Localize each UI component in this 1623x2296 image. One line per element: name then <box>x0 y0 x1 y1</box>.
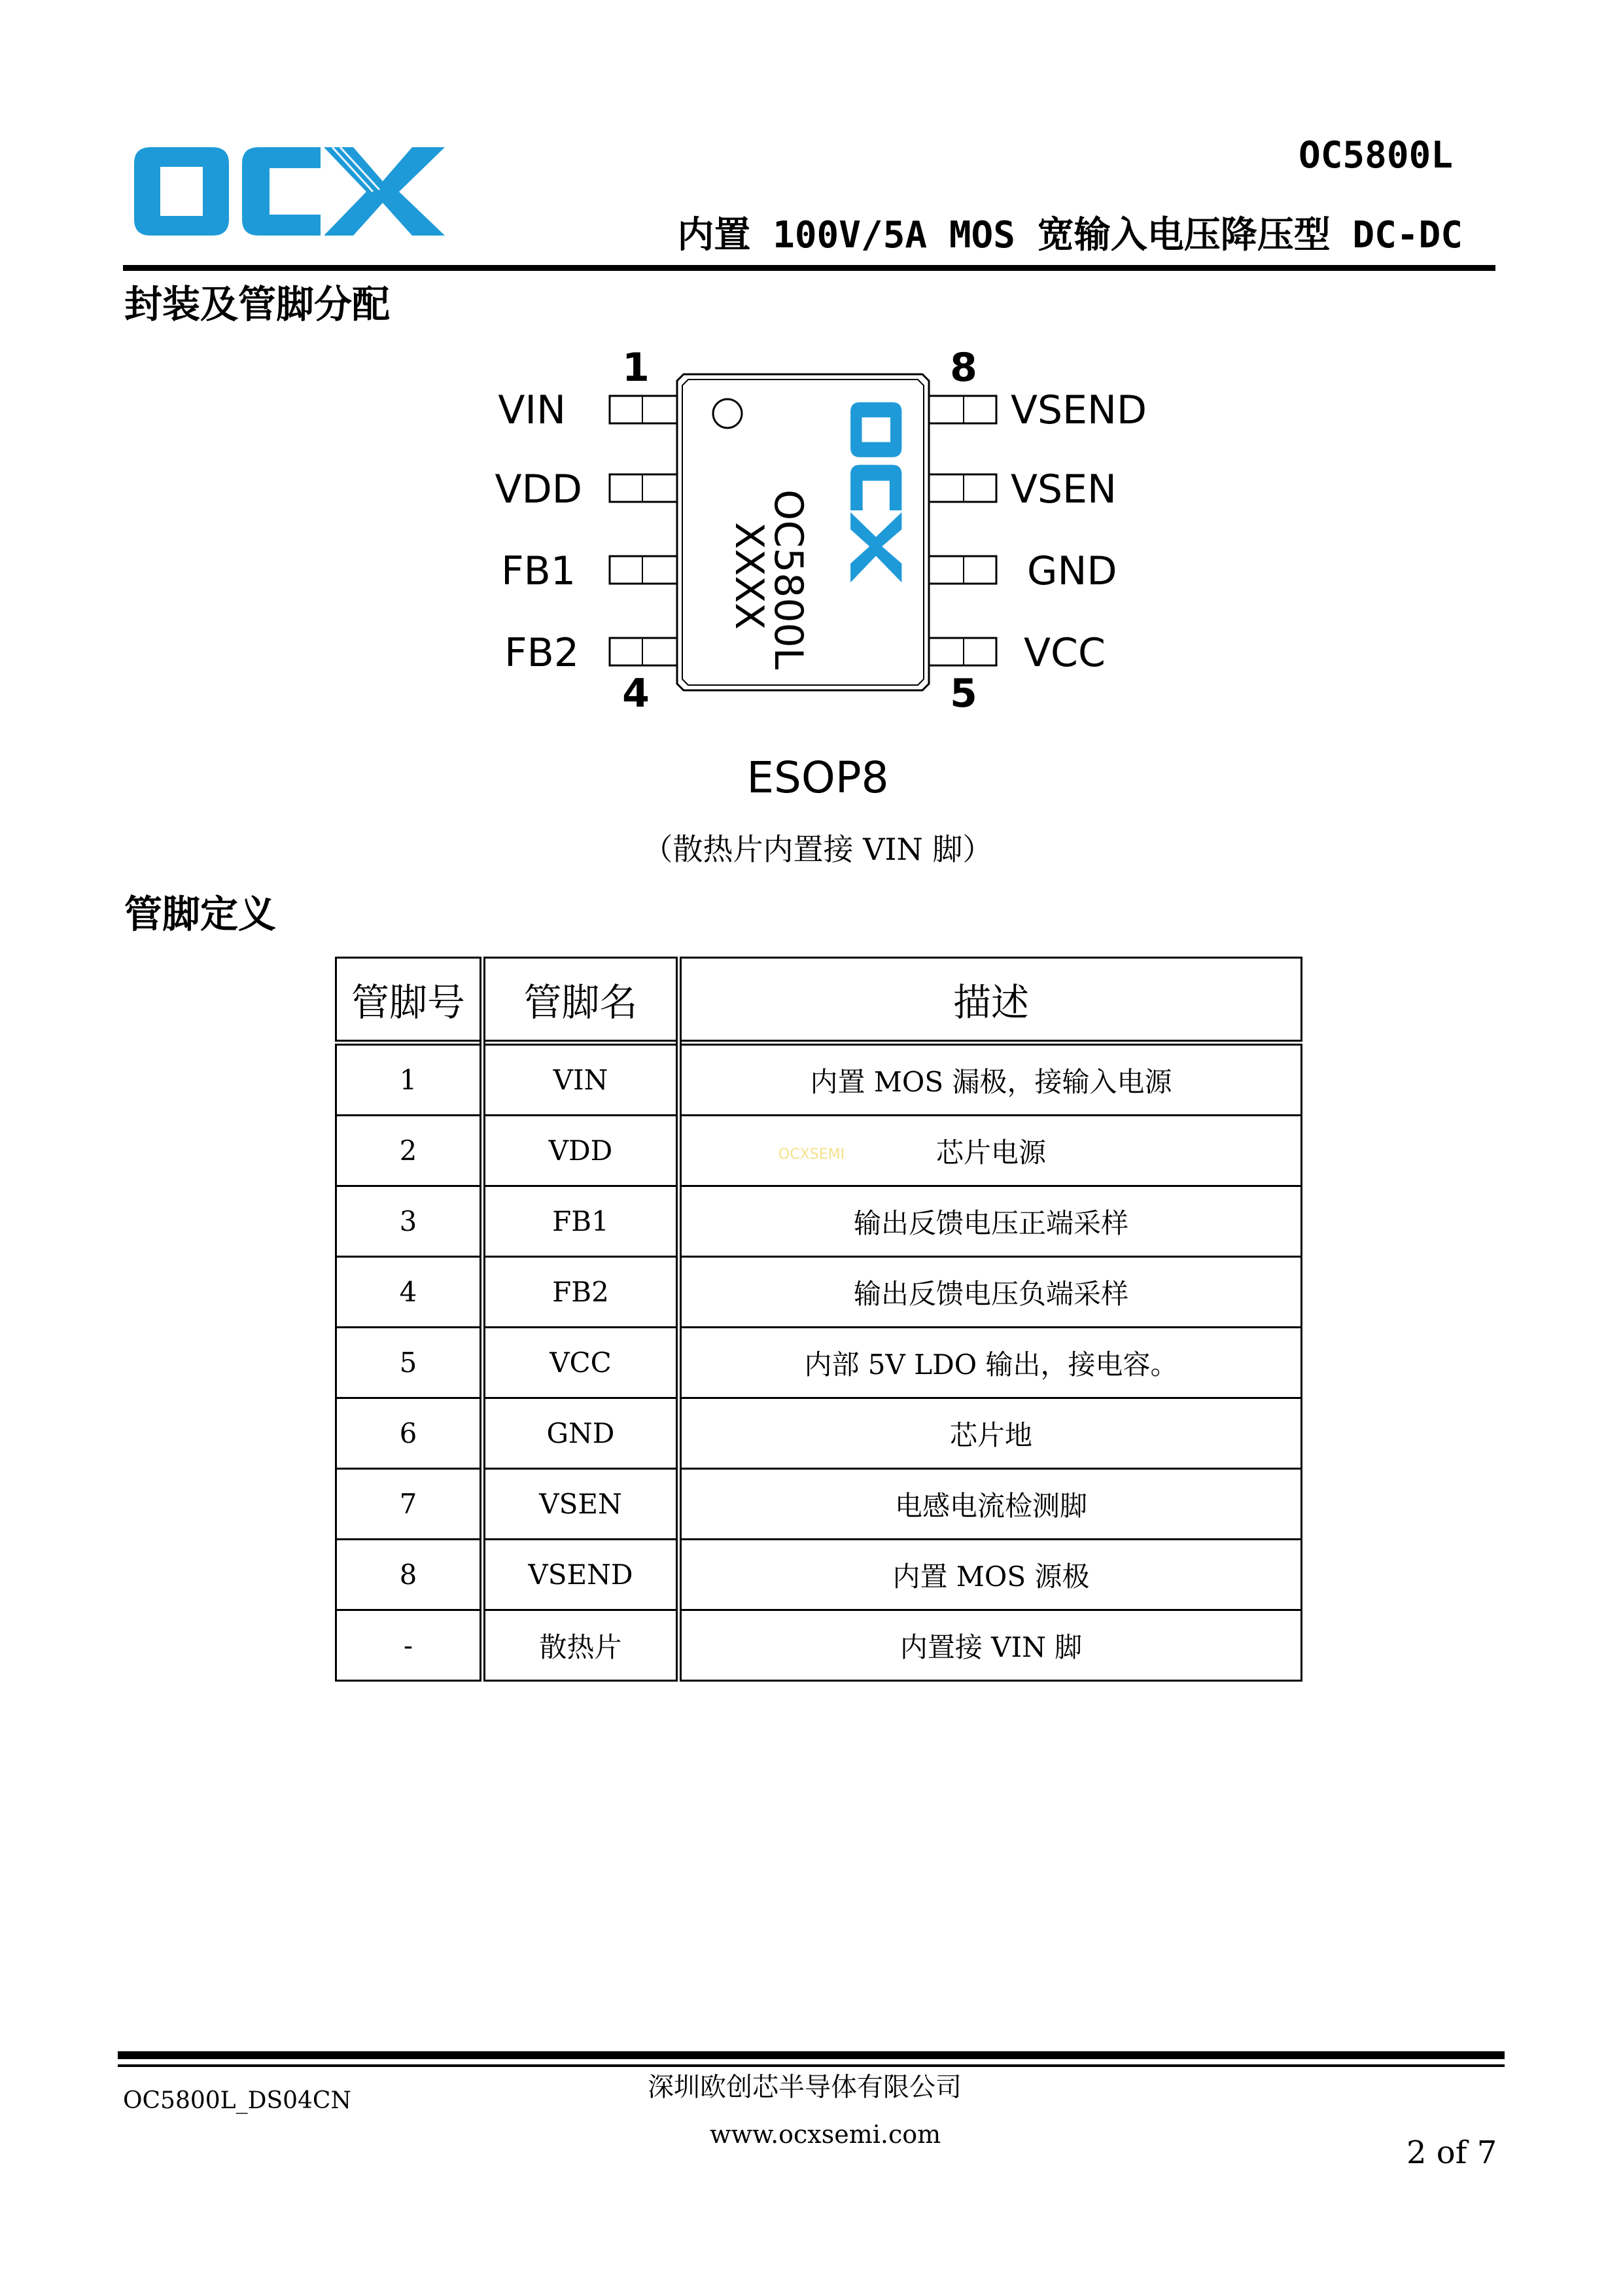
document-subtitle: 内置 100V/5A MOS 宽输入电压降压型 DC-DC <box>677 214 1463 256</box>
pin-5-lead <box>929 638 996 665</box>
cell-pin-name: VSEND <box>483 1540 679 1610</box>
table-row <box>336 1186 1302 1257</box>
pin-label-vcc: VCC <box>1024 630 1106 676</box>
cell-description: 内置接 VIN 脚 <box>679 1610 1302 1681</box>
pin-label-vsen: VSEN <box>1011 467 1117 512</box>
cell-pin-name: VIN <box>483 1043 679 1116</box>
esop8-pinout-diagram <box>458 334 1243 739</box>
cell-pin-name: VCC <box>483 1328 679 1398</box>
chip-marking-part: OC5800L <box>765 489 811 670</box>
cell-pin-name: FB2 <box>483 1257 679 1328</box>
part-number: OC5800L <box>1298 134 1453 177</box>
cell-description: 芯片地 <box>679 1398 1302 1469</box>
header-pin-name: 管脚名 <box>483 958 679 1043</box>
cell-pin-name: GND <box>483 1398 679 1469</box>
cell-pin-name: VDD <box>483 1116 679 1186</box>
footer-divider <box>118 2051 1505 2059</box>
pin-4-lead <box>610 638 677 665</box>
cell-pin-number: 6 <box>336 1398 483 1469</box>
chip-marking-lot: XXXX <box>726 522 772 630</box>
header-pin-number: 管脚号 <box>336 958 483 1043</box>
section-title-pin-definition: 管脚定义 <box>124 892 277 936</box>
cell-pin-name: VSEN <box>483 1469 679 1540</box>
cell-description: 内置 MOS 源极 <box>679 1540 1302 1610</box>
pin-label-gnd: GND <box>1027 548 1117 594</box>
pin-1-lead <box>610 396 677 423</box>
document-code: OC5800L_DS04CN <box>123 2087 351 2114</box>
table-row <box>336 1610 1302 1681</box>
cell-description: 输出反馈电压负端采样 <box>679 1257 1302 1328</box>
pin-2-lead <box>610 474 677 502</box>
pin-number-4: 4 <box>622 671 650 716</box>
company-name: 深圳欧创芯半导体有限公司 <box>648 2072 962 2102</box>
package-note: （散热片内置接 VIN 脚） <box>642 832 993 867</box>
package-name: ESOP8 <box>746 752 889 803</box>
cell-pin-name: FB1 <box>483 1186 679 1257</box>
cell-pin-number: - <box>336 1610 483 1681</box>
cell-pin-number: 2 <box>336 1116 483 1186</box>
cell-pin-number: 8 <box>336 1540 483 1610</box>
pin-7-lead <box>929 474 996 502</box>
pin-number-1: 1 <box>622 345 650 391</box>
cell-pin-number: 3 <box>336 1186 483 1257</box>
pin-label-vin: VIN <box>498 387 566 433</box>
watermark: OCXSEMI <box>778 1146 845 1163</box>
cell-description: 内置 MOS 漏极，接输入电源 <box>679 1043 1302 1116</box>
table-row <box>336 1398 1302 1469</box>
page-number: 2 of 7 <box>1406 2134 1497 2171</box>
company-website: www.ocxsemi.com <box>710 2120 941 2149</box>
header-description: 描述 <box>679 958 1302 1043</box>
pin-8-lead <box>929 396 996 423</box>
cell-pin-number: 7 <box>336 1469 483 1540</box>
cell-description: 芯片电源 <box>679 1116 1302 1186</box>
pin1-dot <box>713 399 742 428</box>
table-row <box>336 1257 1302 1328</box>
pin-number-5: 5 <box>950 671 977 716</box>
header-divider <box>123 265 1495 271</box>
cell-pin-number: 1 <box>336 1043 483 1116</box>
pin-3-lead <box>610 556 677 584</box>
pin-label-fb2: FB2 <box>504 630 579 676</box>
cell-pin-number: 4 <box>336 1257 483 1328</box>
pin-label-vdd: VDD <box>495 467 582 512</box>
ocx-logo <box>124 134 451 249</box>
pin-6-lead <box>929 556 996 584</box>
section-title-package: 封装及管脚分配 <box>124 282 391 327</box>
pin-definition-table <box>335 957 1302 1682</box>
cell-pin-number: 5 <box>336 1328 483 1398</box>
cell-description: 输出反馈电压正端采样 <box>679 1186 1302 1257</box>
cell-description: 电感电流检测脚 <box>679 1469 1302 1540</box>
cell-description: 内部 5V LDO 输出，接电容。 <box>679 1328 1302 1398</box>
cell-pin-name: 散热片 <box>483 1610 679 1681</box>
pin-label-vsend: VSEND <box>1011 387 1147 433</box>
table-row <box>336 1540 1302 1610</box>
pin-label-fb1: FB1 <box>501 548 576 594</box>
pin-number-8: 8 <box>950 345 977 391</box>
table-row <box>336 1043 1302 1116</box>
table-row <box>336 1328 1302 1398</box>
table-header-row <box>336 958 1302 1043</box>
table-row <box>336 1469 1302 1540</box>
